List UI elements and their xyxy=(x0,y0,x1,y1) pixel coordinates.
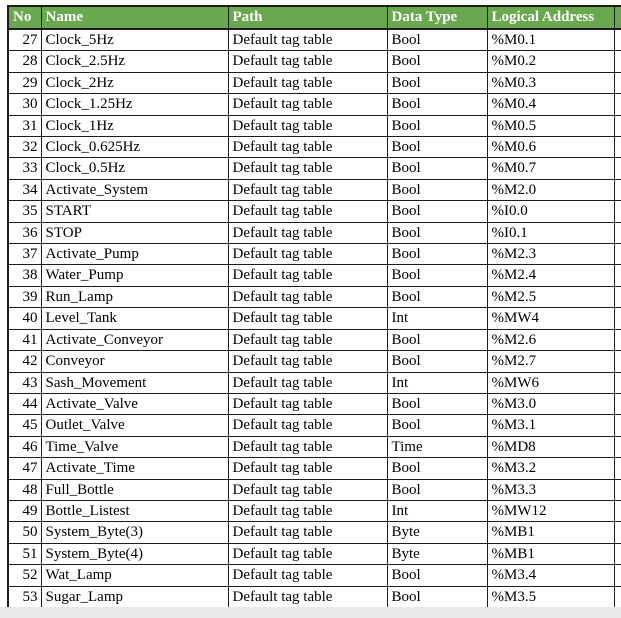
cell-overflow xyxy=(614,222,621,243)
cell-data-type: Bool xyxy=(387,329,487,350)
cell-overflow xyxy=(614,543,621,564)
cell-no: 48 xyxy=(8,479,41,500)
table-row xyxy=(8,29,621,51)
cell-name: Clock_2Hz xyxy=(41,72,228,93)
cell-logical-address: %M0.5 xyxy=(487,115,614,136)
cell-path: Default tag table xyxy=(228,500,387,521)
cell-data-type: Byte xyxy=(387,543,487,564)
cell-path: Default tag table xyxy=(228,351,387,372)
cell-logical-address: %M3.1 xyxy=(487,415,614,436)
cell-overflow xyxy=(614,286,621,307)
table-row xyxy=(8,201,621,222)
cell-overflow xyxy=(614,72,621,93)
cell-path: Default tag table xyxy=(228,51,387,72)
cell-no: 28 xyxy=(8,51,41,72)
cell-name: Clock_0.625Hz xyxy=(41,137,228,158)
cell-data-type: Bool xyxy=(387,29,487,51)
table-row xyxy=(8,137,621,158)
cell-data-type: Bool xyxy=(387,158,487,179)
table-row xyxy=(8,308,621,329)
cell-data-type: Byte xyxy=(387,522,487,543)
cell-logical-address: %M2.6 xyxy=(487,329,614,350)
cell-data-type: Int xyxy=(387,372,487,393)
cell-name: System_Byte(4) xyxy=(41,543,228,564)
cell-data-type: Bool xyxy=(387,94,487,115)
cell-path: Default tag table xyxy=(228,115,387,136)
cell-data-type: Bool xyxy=(387,565,487,586)
cell-path: Default tag table xyxy=(228,137,387,158)
tag-table xyxy=(7,5,621,609)
cell-logical-address: %M2.7 xyxy=(487,351,614,372)
column-header-overflow xyxy=(614,6,621,29)
cell-name: Sugar_Lamp xyxy=(41,586,228,608)
cell-logical-address: %MB1 xyxy=(487,522,614,543)
cell-data-type: Time xyxy=(387,436,487,457)
cell-overflow xyxy=(614,94,621,115)
cell-no: 36 xyxy=(8,222,41,243)
cell-path: Default tag table xyxy=(228,94,387,115)
cell-name: Wat_Lamp xyxy=(41,565,228,586)
cell-data-type: Bool xyxy=(387,415,487,436)
cell-path: Default tag table xyxy=(228,586,387,608)
cell-name: Clock_1.25Hz xyxy=(41,94,228,115)
cell-overflow xyxy=(614,179,621,200)
cell-no: 44 xyxy=(8,393,41,414)
table-row xyxy=(8,500,621,521)
cell-overflow xyxy=(614,51,621,72)
cell-no: 45 xyxy=(8,415,41,436)
cell-path: Default tag table xyxy=(228,458,387,479)
table-row xyxy=(8,522,621,543)
cell-path: Default tag table xyxy=(228,522,387,543)
cell-logical-address: %I0.1 xyxy=(487,222,614,243)
column-header-data-type: Data Type xyxy=(387,6,487,29)
cell-logical-address: %M0.6 xyxy=(487,137,614,158)
column-header-name: Name xyxy=(41,6,228,29)
cell-name: Conveyor xyxy=(41,351,228,372)
tag-table-body xyxy=(8,29,621,608)
cell-logical-address: %MW4 xyxy=(487,308,614,329)
cell-name: System_Byte(3) xyxy=(41,522,228,543)
cell-path: Default tag table xyxy=(228,308,387,329)
cell-data-type: Bool xyxy=(387,201,487,222)
cell-no: 52 xyxy=(8,565,41,586)
cell-overflow xyxy=(614,565,621,586)
cell-logical-address: %MB1 xyxy=(487,543,614,564)
cell-name: Time_Valve xyxy=(41,436,228,457)
cell-logical-address: %M2.0 xyxy=(487,179,614,200)
cell-path: Default tag table xyxy=(228,72,387,93)
cell-name: Clock_2.5Hz xyxy=(41,51,228,72)
cell-overflow xyxy=(614,436,621,457)
cell-no: 42 xyxy=(8,351,41,372)
cell-no: 39 xyxy=(8,286,41,307)
table-row xyxy=(8,372,621,393)
cell-data-type: Int xyxy=(387,500,487,521)
table-row xyxy=(8,286,621,307)
cell-no: 53 xyxy=(8,586,41,608)
table-row xyxy=(8,436,621,457)
cell-name: START xyxy=(41,201,228,222)
cell-name: Activate_System xyxy=(41,179,228,200)
table-row xyxy=(8,458,621,479)
cell-no: 33 xyxy=(8,158,41,179)
table-row xyxy=(8,222,621,243)
cell-overflow xyxy=(614,372,621,393)
cell-path: Default tag table xyxy=(228,415,387,436)
cell-logical-address: %M0.1 xyxy=(487,29,614,51)
cell-name: Run_Lamp xyxy=(41,286,228,307)
column-header-path: Path xyxy=(228,6,387,29)
cell-path: Default tag table xyxy=(228,265,387,286)
cell-overflow xyxy=(614,500,621,521)
cell-logical-address: %M0.4 xyxy=(487,94,614,115)
cell-path: Default tag table xyxy=(228,201,387,222)
table-row xyxy=(8,351,621,372)
cell-data-type: Bool xyxy=(387,479,487,500)
cell-logical-address: %M3.4 xyxy=(487,565,614,586)
table-row xyxy=(8,265,621,286)
cell-logical-address: %M3.3 xyxy=(487,479,614,500)
cell-data-type: Bool xyxy=(387,115,487,136)
tag-table-header xyxy=(8,6,621,29)
cell-name: Water_Pump xyxy=(41,265,228,286)
cell-no: 35 xyxy=(8,201,41,222)
cell-overflow xyxy=(614,522,621,543)
cell-no: 27 xyxy=(8,29,41,51)
cell-overflow xyxy=(614,158,621,179)
cell-path: Default tag table xyxy=(228,393,387,414)
cell-name: Outlet_Valve xyxy=(41,415,228,436)
cell-logical-address: %MD8 xyxy=(487,436,614,457)
cell-data-type: Bool xyxy=(387,458,487,479)
table-row xyxy=(8,393,621,414)
cell-name: Clock_0.5Hz xyxy=(41,158,228,179)
cell-path: Default tag table xyxy=(228,179,387,200)
cell-data-type: Bool xyxy=(387,265,487,286)
cell-path: Default tag table xyxy=(228,543,387,564)
cell-no: 30 xyxy=(8,94,41,115)
cell-no: 41 xyxy=(8,329,41,350)
bottom-strip xyxy=(0,607,621,618)
column-header-logical-address: Logical Address xyxy=(487,6,614,29)
cell-data-type: Bool xyxy=(387,179,487,200)
cell-no: 32 xyxy=(8,137,41,158)
cell-no: 31 xyxy=(8,115,41,136)
table-row xyxy=(8,479,621,500)
cell-overflow xyxy=(614,415,621,436)
cell-path: Default tag table xyxy=(228,565,387,586)
cell-name: Bottle_Listest xyxy=(41,500,228,521)
table-row xyxy=(8,543,621,564)
cell-name: Level_Tank xyxy=(41,308,228,329)
cell-name: Sash_Movement xyxy=(41,372,228,393)
cell-no: 49 xyxy=(8,500,41,521)
cell-path: Default tag table xyxy=(228,158,387,179)
cell-no: 29 xyxy=(8,72,41,93)
cell-overflow xyxy=(614,351,621,372)
table-row xyxy=(8,244,621,265)
cell-logical-address: %M3.2 xyxy=(487,458,614,479)
cell-no: 37 xyxy=(8,244,41,265)
cell-name: Activate_Time xyxy=(41,458,228,479)
cell-logical-address: %M2.5 xyxy=(487,286,614,307)
cell-logical-address: %M3.5 xyxy=(487,586,614,608)
cell-overflow xyxy=(614,137,621,158)
cell-data-type: Bool xyxy=(387,351,487,372)
cell-overflow xyxy=(614,244,621,265)
cell-logical-address: %M2.3 xyxy=(487,244,614,265)
cell-data-type: Int xyxy=(387,308,487,329)
table-row xyxy=(8,158,621,179)
cell-data-type: Bool xyxy=(387,222,487,243)
cell-overflow xyxy=(614,329,621,350)
cell-path: Default tag table xyxy=(228,222,387,243)
header-row xyxy=(8,6,621,29)
cell-logical-address: %MW6 xyxy=(487,372,614,393)
cell-no: 34 xyxy=(8,179,41,200)
cell-logical-address: %MW12 xyxy=(487,500,614,521)
table-row xyxy=(8,329,621,350)
cell-path: Default tag table xyxy=(228,244,387,265)
cell-name: Activate_Pump xyxy=(41,244,228,265)
cell-path: Default tag table xyxy=(228,436,387,457)
table-row xyxy=(8,94,621,115)
cell-overflow xyxy=(614,586,621,608)
cell-name: Clock_1Hz xyxy=(41,115,228,136)
cell-path: Default tag table xyxy=(228,29,387,51)
cell-no: 47 xyxy=(8,458,41,479)
cell-path: Default tag table xyxy=(228,479,387,500)
cell-no: 43 xyxy=(8,372,41,393)
table-row xyxy=(8,179,621,200)
cell-name: Clock_5Hz xyxy=(41,29,228,51)
cell-overflow xyxy=(614,115,621,136)
cell-name: STOP xyxy=(41,222,228,243)
cell-overflow xyxy=(614,201,621,222)
table-row xyxy=(8,565,621,586)
cell-name: Full_Bottle xyxy=(41,479,228,500)
cell-overflow xyxy=(614,458,621,479)
cell-overflow xyxy=(614,29,621,51)
table-row xyxy=(8,115,621,136)
cell-data-type: Bool xyxy=(387,586,487,608)
cell-data-type: Bool xyxy=(387,72,487,93)
cell-logical-address: %M2.4 xyxy=(487,265,614,286)
table-row xyxy=(8,415,621,436)
cell-overflow xyxy=(614,393,621,414)
cell-data-type: Bool xyxy=(387,393,487,414)
cell-no: 38 xyxy=(8,265,41,286)
cell-no: 40 xyxy=(8,308,41,329)
cell-no: 46 xyxy=(8,436,41,457)
cell-logical-address: %I0.0 xyxy=(487,201,614,222)
cell-overflow xyxy=(614,265,621,286)
cell-no: 50 xyxy=(8,522,41,543)
cell-data-type: Bool xyxy=(387,137,487,158)
table-row xyxy=(8,72,621,93)
cell-path: Default tag table xyxy=(228,286,387,307)
cell-path: Default tag table xyxy=(228,329,387,350)
cell-logical-address: %M0.7 xyxy=(487,158,614,179)
cell-data-type: Bool xyxy=(387,286,487,307)
cell-logical-address: %M3.0 xyxy=(487,393,614,414)
cell-data-type: Bool xyxy=(387,244,487,265)
cell-overflow xyxy=(614,308,621,329)
cell-no: 51 xyxy=(8,543,41,564)
column-header-no: No xyxy=(8,6,41,29)
cell-overflow xyxy=(614,479,621,500)
table-row xyxy=(8,586,621,608)
cell-name: Activate_Valve xyxy=(41,393,228,414)
cell-path: Default tag table xyxy=(228,372,387,393)
table-row xyxy=(8,51,621,72)
cell-name: Activate_Conveyor xyxy=(41,329,228,350)
cell-data-type: Bool xyxy=(387,51,487,72)
cell-logical-address: %M0.3 xyxy=(487,72,614,93)
cell-logical-address: %M0.2 xyxy=(487,51,614,72)
